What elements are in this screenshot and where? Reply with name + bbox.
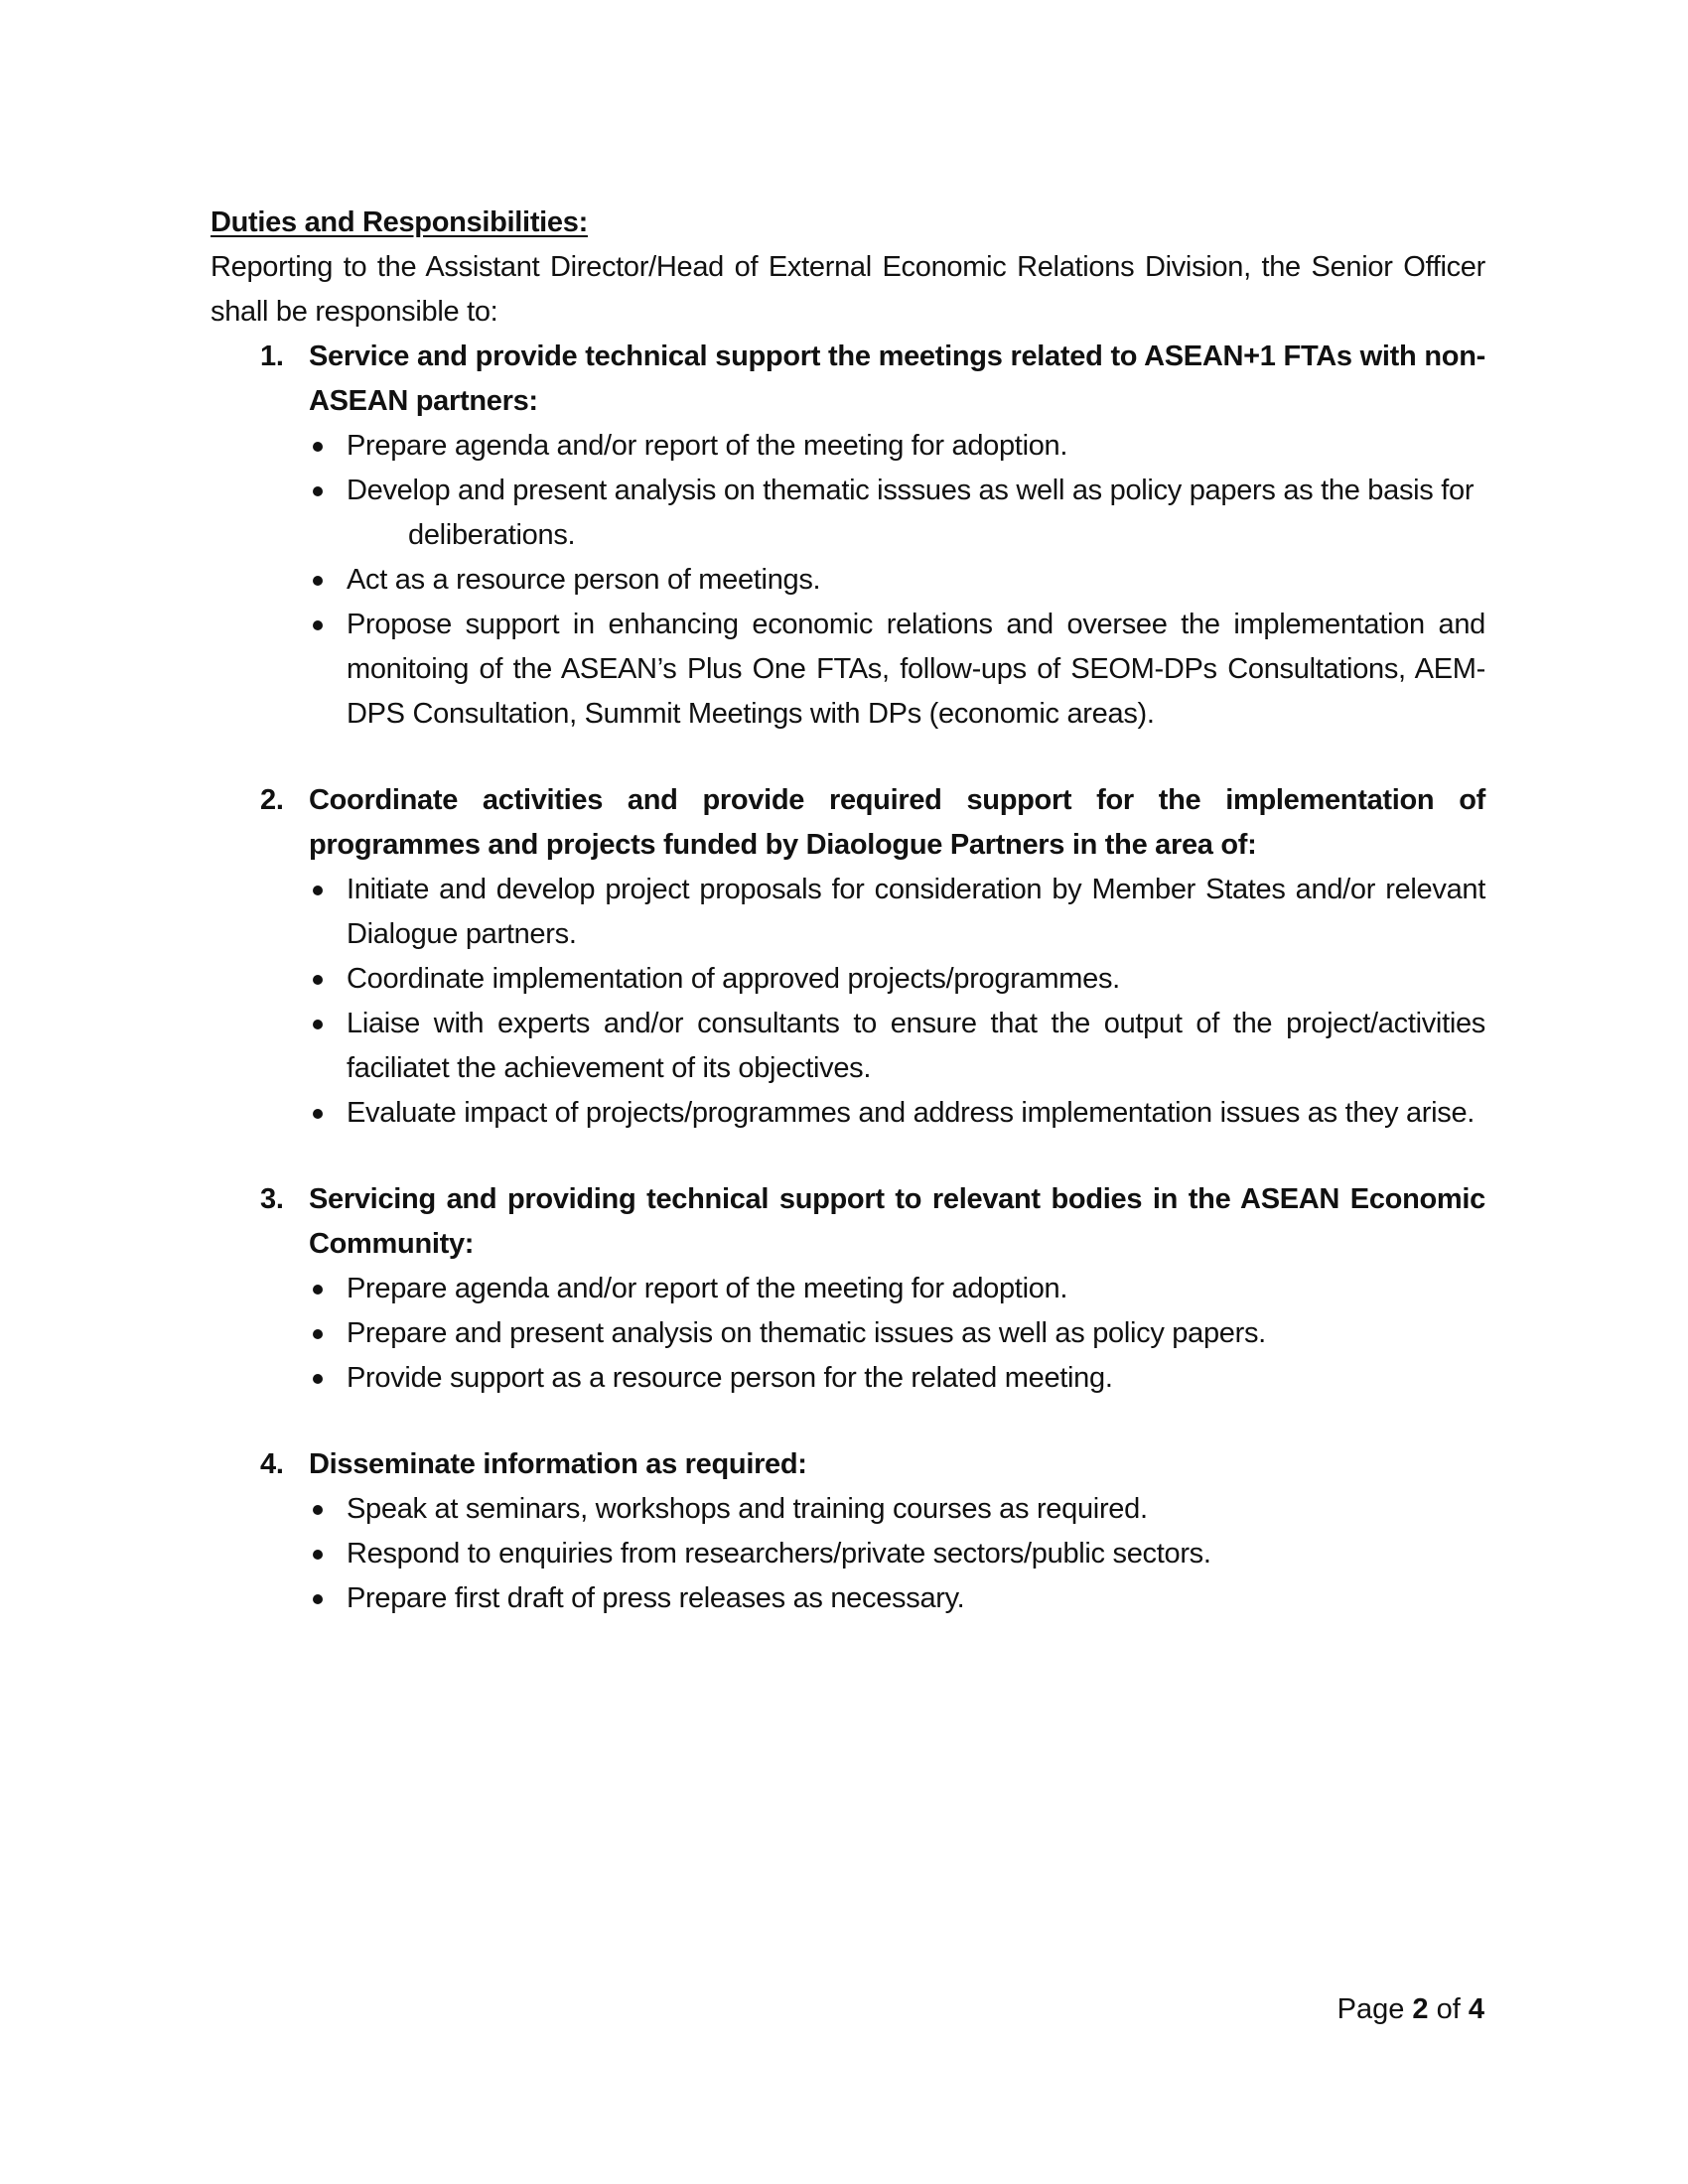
bullet-icon (313, 1505, 323, 1515)
bullet-text: Speak at seminars, workshops and training courses as required. (347, 1493, 1148, 1525)
duty-heading: Service and provide technical support the meetings related to ASEAN+1 FTAs with non-ASEAN partners: (309, 341, 1485, 417)
bullet-icon (313, 1109, 323, 1119)
page-of-label: of (1436, 1993, 1461, 2025)
duty-heading: Servicing and providing technical support to relevant bodies in the ASEAN Economic Community: (309, 1183, 1485, 1260)
section-title: Duties and Responsibilities: (211, 206, 588, 238)
duty-heading: Coordinate activities and provide required support for the implementation of programmes and projects funded by Diaologue Partners in the area of: (309, 784, 1485, 861)
bullet-icon (313, 442, 323, 452)
duty-bullets (309, 1487, 1485, 1621)
bullet-item (309, 558, 1485, 603)
bullet-item (309, 603, 1485, 737)
bullet-text: Prepare first draft of press releases as necessary. (347, 1582, 965, 1614)
bullet-icon (313, 1550, 323, 1560)
duty-heading: Disseminate information as required: (309, 1448, 807, 1480)
page-current: 2 (1412, 1993, 1429, 2025)
bullet-item (309, 957, 1485, 1002)
bullet-text: Initiate and develop project proposals for consideration by Member States and/or relevant Dialogue partners. (347, 874, 1485, 950)
bullet-icon (313, 1374, 323, 1384)
bullet-icon (313, 576, 323, 586)
page-number-footer (1337, 1993, 1484, 2026)
bullet-text: Prepare agenda and/or report of the meeting for adoption. (347, 1273, 1068, 1304)
duty-bullets (309, 1267, 1485, 1401)
duties-list (211, 335, 1485, 1621)
bullet-text: Provide support as a resource person for the related meeting. (347, 1362, 1113, 1394)
intro-paragraph: Reporting to the Assistant Director/Head of External Economic Relations Division, the Senior Officer shall be responsible to: (211, 251, 1485, 328)
duty-item-1 (211, 335, 1485, 737)
bullet-item (309, 469, 1485, 558)
duty-item-4 (211, 1442, 1485, 1621)
bullet-icon (313, 1594, 323, 1604)
bullet-icon (313, 1329, 323, 1339)
bullet-item (309, 1002, 1485, 1091)
bullet-item (309, 1311, 1485, 1356)
bullet-text: Liaise with experts and/or consultants to ensure that the output of the project/activities faciliatet the achievement of its objectives. (347, 1008, 1485, 1084)
bullet-icon (313, 886, 323, 895)
bullet-text: Develop and present analysis on thematic isssues as well as policy papers as the basis for (347, 475, 1475, 506)
bullet-item (309, 1267, 1485, 1311)
page-label: Page (1336, 1993, 1405, 2025)
bullet-icon (313, 975, 323, 985)
duty-number: 4. (260, 1448, 284, 1480)
bullet-item (309, 1356, 1485, 1401)
bullet-text: Prepare agenda and/or report of the meeting for adoption. (347, 430, 1068, 462)
document-body (211, 201, 1485, 1663)
bullet-item (309, 1091, 1485, 1136)
duty-bullets (309, 424, 1485, 737)
bullet-icon (313, 1020, 323, 1029)
duty-number: 1. (260, 341, 284, 372)
bullet-item (309, 868, 1485, 957)
bullet-icon (313, 486, 323, 496)
bullet-item (309, 424, 1485, 469)
bullet-text: Prepare and present analysis on thematic issues as well as policy papers. (347, 1317, 1266, 1349)
duty-number: 2. (260, 784, 284, 816)
bullet-text: Coordinate implementation of approved projects/programmes. (347, 963, 1120, 995)
bullet-text: Propose support in enhancing economic relations and oversee the implementation and monitoing of the ASEAN’s Plus One FTAs, follow-ups of SEOM-DPs Consultations, AEM-DPS Consultation, Summit Meetings with DPs (economic areas). (347, 609, 1485, 730)
bullet-icon (313, 620, 323, 630)
duty-number: 3. (260, 1183, 284, 1215)
duty-item-3 (211, 1177, 1485, 1401)
bullet-text: Act as a resource person of meetings. (347, 564, 821, 596)
page-total: 4 (1468, 1993, 1484, 2025)
bullet-item (309, 1532, 1485, 1576)
bullet-text: Respond to enquiries from researchers/private sectors/public sectors. (347, 1538, 1211, 1570)
duty-item-2 (211, 778, 1485, 1136)
duty-bullets (309, 868, 1485, 1136)
bullet-icon (313, 1285, 323, 1295)
bullet-item (309, 1576, 1485, 1621)
bullet-text: Evaluate impact of projects/programmes and address implementation issues as they arise. (347, 1097, 1476, 1129)
bullet-text-continuation: deliberations. (408, 519, 576, 551)
bullet-item (309, 1487, 1485, 1532)
